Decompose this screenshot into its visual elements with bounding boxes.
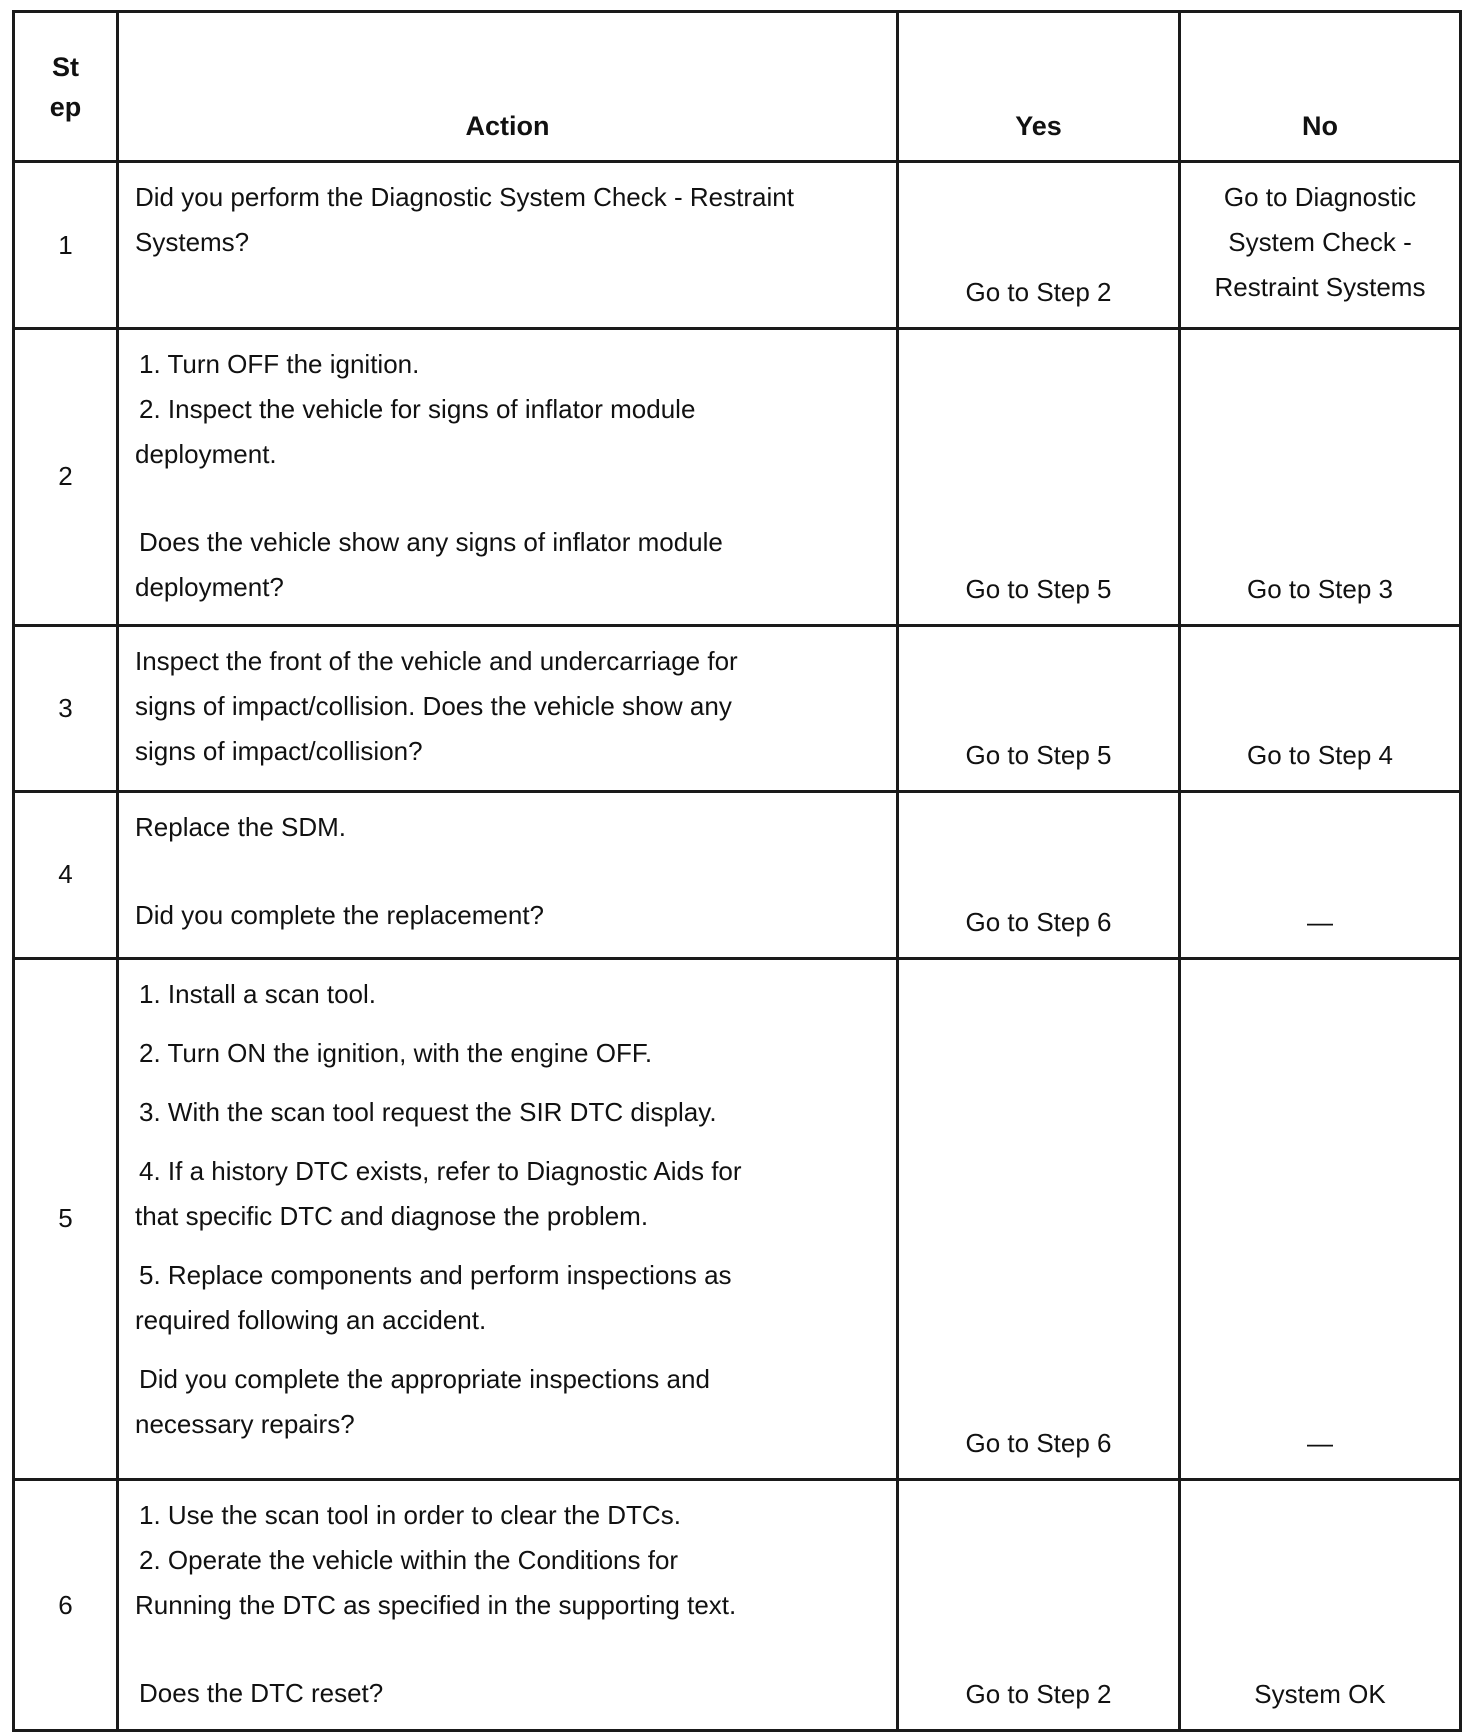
action-line: Inspect the front of the vehicle and undercarriage for	[135, 645, 738, 676]
yes-cell: Go to Step 5	[898, 625, 1180, 791]
no-cell: Go to Diagnostic System Check - Restraint Systems	[1180, 162, 1461, 328]
yes-cell: Go to Step 2	[898, 162, 1180, 328]
header-no: No	[1180, 12, 1461, 162]
no-cell: —	[1180, 958, 1461, 1480]
action-item: 1. Install a scan tool.	[139, 978, 377, 1009]
action-item: 2. Operate the vehicle within the Conditions for	[139, 1545, 679, 1576]
yes-cell: Go to Step 5	[898, 328, 1180, 625]
action-cell	[118, 328, 898, 625]
diagnostic-table	[12, 10, 1462, 1732]
action-item: 3. With the scan tool request the SIR DTC display.	[139, 1096, 717, 1127]
header-yes: Yes	[898, 12, 1180, 162]
header-step: St ep	[14, 12, 118, 162]
action-item: 4. If a history DTC exists, refer to Diagnostic Aids for	[139, 1155, 742, 1186]
action-question: Does the vehicle show any signs of inflator module	[139, 526, 723, 557]
action-item: that specific DTC and diagnose the problem.	[135, 1200, 649, 1231]
action-item: 2. Inspect the vehicle for signs of inflator module	[139, 393, 696, 424]
step-number: 5	[14, 958, 118, 1480]
yes-cell: Go to Step 6	[898, 792, 1180, 958]
step-number: 4	[14, 792, 118, 958]
step-number: 2	[14, 328, 118, 625]
table-row	[14, 792, 1461, 958]
action-item: 5. Replace components and perform inspections as	[139, 1259, 732, 1290]
action-question: necessary repairs?	[135, 1408, 355, 1439]
table-row	[14, 625, 1461, 791]
action-cell	[118, 162, 898, 328]
no-cell: Go to Step 3	[1180, 328, 1461, 625]
action-line: Replace the SDM.	[135, 812, 346, 843]
action-item: required following an accident.	[135, 1304, 487, 1335]
header-row	[14, 12, 1461, 162]
action-cell	[118, 792, 898, 958]
table-row	[14, 958, 1461, 1480]
action-cell	[118, 1480, 898, 1731]
table-row	[14, 162, 1461, 328]
step-number: 1	[14, 162, 118, 328]
table-row	[14, 1480, 1461, 1731]
action-cell	[118, 958, 898, 1480]
action-question: Did you complete the replacement?	[135, 900, 545, 931]
yes-cell: Go to Step 2	[898, 1480, 1180, 1731]
action-line: Did you perform the Diagnostic System Check - Restraint	[135, 182, 794, 213]
action-question: deployment?	[135, 571, 284, 602]
action-item: deployment.	[135, 438, 277, 469]
table-row	[14, 328, 1461, 625]
header-action: Action	[118, 12, 898, 162]
action-item: 1. Turn OFF the ignition.	[139, 348, 420, 379]
action-item: Running the DTC as specified in the supporting text.	[135, 1590, 737, 1621]
action-line: signs of impact/collision?	[135, 735, 423, 766]
no-cell: —	[1180, 792, 1461, 958]
action-question: Does the DTC reset?	[139, 1678, 384, 1709]
no-cell: Go to Step 4	[1180, 625, 1461, 791]
action-cell	[118, 625, 898, 791]
yes-cell: Go to Step 6	[898, 958, 1180, 1480]
action-item: 1. Use the scan tool in order to clear the DTCs.	[139, 1500, 681, 1531]
action-question: Did you complete the appropriate inspections and	[139, 1363, 710, 1394]
no-cell: System OK	[1180, 1480, 1461, 1731]
action-line: signs of impact/collision. Does the vehicle show any	[135, 690, 732, 721]
action-line: Systems?	[135, 227, 250, 258]
step-number: 3	[14, 625, 118, 791]
step-number: 6	[14, 1480, 118, 1731]
action-item: 2. Turn ON the ignition, with the engine OFF.	[139, 1037, 653, 1068]
